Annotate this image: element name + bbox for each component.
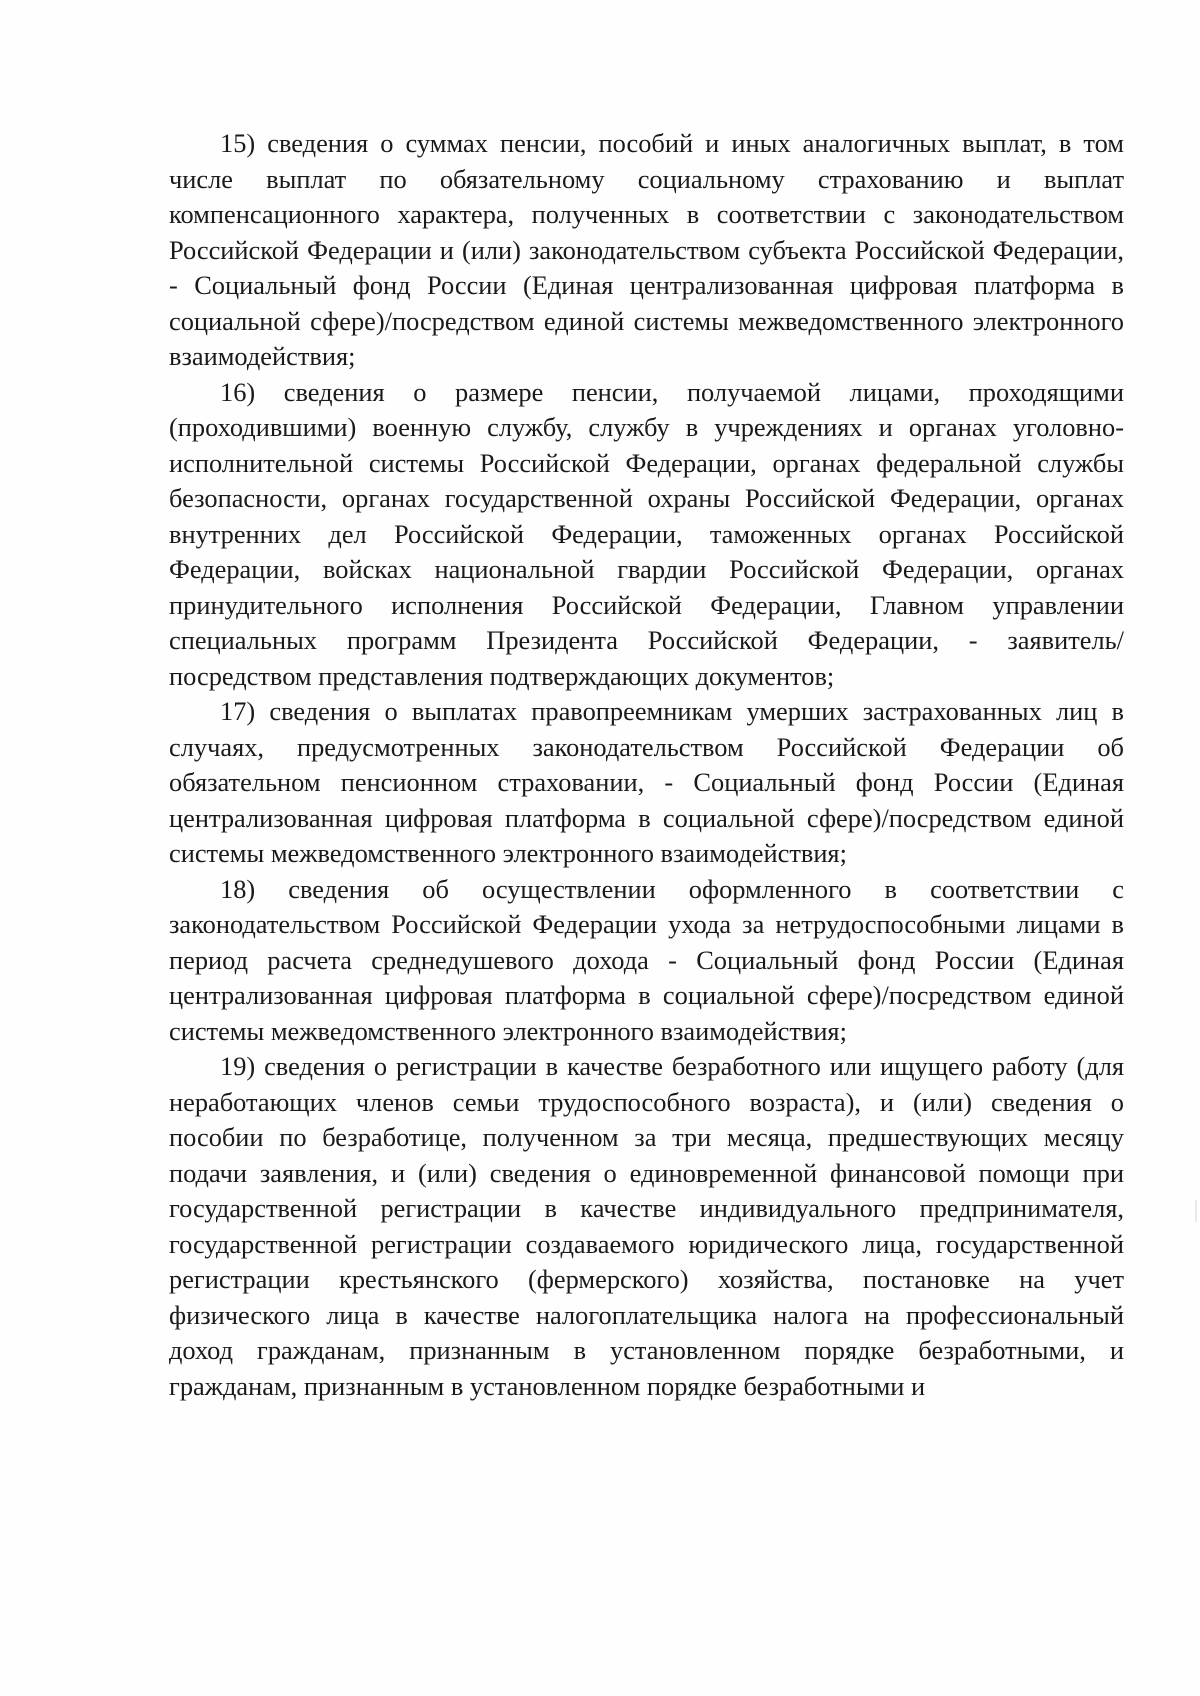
list-item-19: 19) сведения о регистрации в качестве безработного или ищущего работу (для неработающих членов семьи трудоспособного возраста), и (или) сведения о пособии по безработице, полученном за три месяца, предшествующих месяцу подачи заявления, и (или) сведения о единовременной финансовой помощи при государственной регистрации в качестве индивидуального предпринимателя, государственной регистрации создаваемого юридического лица, государственной регистрации крестьянского (фермерского) хозяйства, постановке на учет физического лица в качестве налогоплательщика налога на профессиональный доход гражданам, признанным в установленном порядке безработными, и гражданам, признанным в установленном порядке безработными и [169, 1051, 1124, 1401]
document-body [169, 126, 1124, 1404]
list-item-18: 18) сведения об осуществлении оформленного в соответствии с законодательством Российской Федерации ухода за нетрудоспособными лицами в период расчета среднедушевого дохода - Социальный фонд России (Единая централизованная цифровая платформа в социальной сфере)/посредством единой системы межведомственного электронного взаимодействия; [169, 873, 1124, 1046]
scan-artifact [1195, 1200, 1197, 1222]
list-item-16: 16) сведения о размере пенсии, получаемой лицами, проходящими (проходившими) военную службу, службу в учреждениях и органах уголовно-исполнительной системы Российской Федерации, органах федеральной службы безопасности, органах государственной охраны Российской Федерации, органах внутренних дел Российской Федерации, таможенных органах Российской Федерации, войсках национальной гвардии Российской Федерации, органах принудительного исполнения Российской Федерации, Главном управлении специальных программ Президента Российской Федерации, - заявитель/посредством представления подтверждающих документов; [169, 376, 1124, 691]
list-item-17: 17) сведения о выплатах правопреемникам умерших застрахованных лиц в случаях, предусмотренных законодательством Российской Федерации об обязательном пенсионном страховании, - Социальный фонд России (Единая централизованная цифровая платформа в социальной сфере)/посредством единой системы межведомственного электронного взаимодействия; [169, 696, 1124, 868]
list-item-15: 15) сведения о суммах пенсии, пособий и иных аналогичных выплат, в том числе выплат по обязательному социальному страхованию и выплат компенсационного характера, полученных в соответствии с законодательством Российской Федерации и (или) законодательством субъекта Российской Федерации, - Социальный фонд России (Единая централизованная цифровая платформа в социальной сфере)/посредством единой системы межведомственного электронного взаимодействия; [169, 128, 1124, 371]
